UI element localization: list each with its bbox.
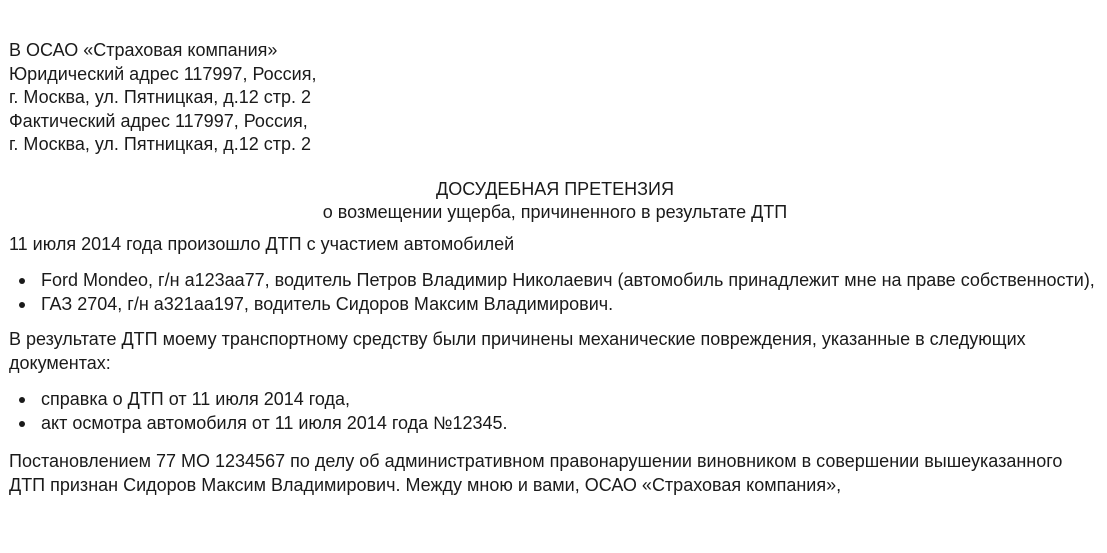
addressee-line: г. Москва, ул. Пятницкая, д.12 стр. 2 (9, 87, 311, 107)
list-item-text: акт осмотра автомобиля от 11 июля 2014 года №12345. (41, 412, 508, 433)
list-item-text: справка о ДТП от 11 июля 2014 года, (41, 389, 351, 409)
document-heading (9, 178, 1101, 225)
list-item-text: Ford Mondeo, г/н а123аа77, водитель Петров Владимир Николаевич (автомобиль принадлежит мне на праве собственности), (41, 270, 1095, 290)
addressee-line: г. Москва, ул. Пятницкая, д.12 стр. 2 (9, 134, 311, 154)
addressee-line: Фактический адрес 117997, Россия, (9, 110, 308, 131)
addressee-block (9, 39, 1101, 157)
claim-document (9, 39, 1101, 497)
intro-paragraph: 11 июля 2014 года произошло ДТП с участием автомобилей (9, 233, 515, 254)
list-item (9, 388, 1101, 412)
document-subtitle: о возмещении ущерба, причиненного в результате ДТП (322, 202, 788, 222)
resolution-paragraph: Постановлением 77 МО 1234567 по делу об административном правонарушении виновником в совершении вышеуказанного ДТП признан Сидоров Максим Владимирович. Между мною и вами, ОСАО «Страховая компания», (9, 451, 1063, 495)
addressee-line: В ОСАО «Страховая компания» (9, 40, 278, 60)
bullet-icon (19, 421, 25, 427)
bullet-icon (19, 397, 25, 403)
documents-list (9, 388, 1101, 435)
damage-paragraph: В результате ДТП моему транспортному средству были причинены механические повреждения, указанные в следующих документах: (9, 329, 1026, 373)
vehicles-list (9, 269, 1101, 316)
document-title: ДОСУДЕБНАЯ ПРЕТЕНЗИЯ (436, 178, 674, 199)
list-item (9, 412, 1101, 436)
list-item (9, 293, 1101, 317)
bullet-icon (19, 302, 25, 308)
list-item-text: ГАЗ 2704, г/н а321аа197, водитель Сидоров Максим Владимирович. (41, 293, 614, 314)
list-item (9, 269, 1101, 293)
addressee-line: Юридический адрес 117997, Россия, (9, 63, 317, 84)
bullet-icon (19, 278, 25, 284)
